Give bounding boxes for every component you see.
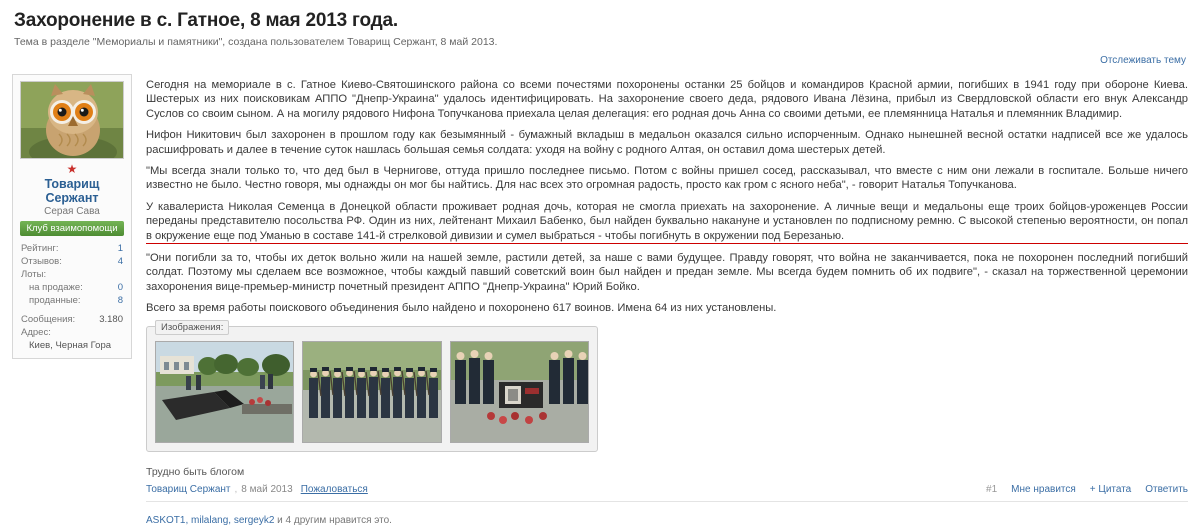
message-paragraph: "Они погибли за то, чтобы их деток вольно жили на нашей земле, растили детей, за наше с вами будущее. Правду говорят, что война не заканчивается, пока не похоронен последний погибший солдат. Поэтому мы сделаем все возможное, чтобы каждый павший советский воин был найден и предан земле. Мы всегда будем помнить об их подвиге", - сказал на торжественной церемонии захоронения вице-премьер-министр почетный президент АППО "Днепр-Украина" Юрий Бойко. xyxy=(146,252,1188,293)
stat-label: проданные: xyxy=(29,295,81,306)
username-link[interactable]: Товарищ Сержант xyxy=(44,177,100,205)
stat-label: на продаже: xyxy=(29,282,83,293)
thumb-coffin-ceremony[interactable] xyxy=(450,341,589,443)
stat-value[interactable]: 0 xyxy=(117,282,123,293)
stat-label: Сообщения: xyxy=(21,314,76,325)
user-badge: Клуб взаимопомощи xyxy=(20,221,124,236)
attachment-thumbs xyxy=(155,341,589,443)
stat-row-rating xyxy=(21,242,123,255)
message-paragraph: Всего за время работы поискового объединения было найдено и похоронено 617 воинов. Имена 64 из них установлены. xyxy=(146,302,777,315)
watch-thread-link[interactable]: Отслеживать тему xyxy=(1100,55,1186,66)
stat-label: Рейтинг: xyxy=(21,243,59,254)
stat-label-address: Адрес: xyxy=(21,327,51,338)
attachment-block xyxy=(146,321,598,452)
stat-row-on-sale xyxy=(21,281,123,294)
page-title: Захоронение в с. Гатное, 8 мая 2013 года. xyxy=(14,10,398,31)
user-title: Серая Сава xyxy=(44,206,100,217)
post-number[interactable]: #1 xyxy=(986,483,998,495)
post-footer-actions xyxy=(986,484,1188,495)
thumb-mourners-at-graves[interactable] xyxy=(155,341,294,443)
post-footer-date: 8 май 2013 xyxy=(241,483,293,495)
stat-value: Киев, Черная Гора xyxy=(29,340,112,351)
message-paragraph-highlighted: У кавалериста Николая Семенца в Донецкой области проживает родная дочь, которая не смогла приехать на захоронение. А личные вещи и медальоны еще троих бойцов-уроженцев России переданы представителю посольства РФ. Один из них, лейтенант Михаил Бабенко, был найден буквально накануне и установлен по подписному ремню. С высокой степенью вероятности, он попал в окружение еще под Уманью в составе 141-й стрелковой дивизии и сумел выбраться - чтобы погибнуть в окружении под Березанью. xyxy=(146,200,1188,244)
separator: , xyxy=(234,483,238,495)
likes-suffix: нравится это. xyxy=(329,514,392,526)
stat-value[interactable]: 8 xyxy=(117,295,123,306)
likes-users[interactable]: ASKOT1, milalang, sergeyk2 xyxy=(146,514,275,526)
watch-row xyxy=(0,52,1200,72)
thread-header xyxy=(0,0,1200,52)
user-stats xyxy=(17,242,127,352)
stat-value[interactable]: 4 xyxy=(117,256,123,267)
stat-value: 3.180 xyxy=(99,314,123,325)
likes-extra[interactable]: и 4 другим xyxy=(277,514,327,526)
post xyxy=(12,74,1188,526)
attachment-legend: Изображения: xyxy=(155,320,229,335)
post-footer xyxy=(146,484,1188,495)
like-button[interactable]: Мне нравится xyxy=(1011,483,1076,495)
star-icon: ★ xyxy=(66,162,78,176)
thread-author-link[interactable]: Товарищ Сержант xyxy=(347,36,435,48)
quote-button[interactable]: + Цитата xyxy=(1089,483,1132,495)
stat-label-lots: Лоты: xyxy=(21,269,47,280)
thread-section-link[interactable]: "Мемориалы и памятники" xyxy=(92,36,223,48)
stat-row-address-value xyxy=(21,339,123,352)
reply-button[interactable]: Ответить xyxy=(1145,483,1188,495)
stat-row-reviews xyxy=(21,255,123,268)
message-paragraph: "Мы всегда знали только то, что дед был в Чернигове, оттуда пришло последнее письмо. Потом с войны пришел сосед, рассказывал, что вместе с ним они лежали в госпитале. Больше ничего известно не было. Честно говоря, мы однажды он мог бы найтись. Для нас всех это огромная радость, просто как гром с ясного неба", - говорит Наталья Топучканова. xyxy=(146,165,1188,192)
stat-value[interactable]: 1 xyxy=(117,243,123,254)
thread-date: , 8 май 2013. xyxy=(434,36,498,48)
thread-subtitle xyxy=(14,36,1186,48)
thumb-honor-guard-formation[interactable] xyxy=(302,341,441,443)
divider xyxy=(146,501,1188,502)
report-link[interactable]: Пожаловаться xyxy=(300,483,368,495)
message-paragraph: Нифон Никитович был захоронен в прошлом году как безымянный - бумажный вкладыш в медальон оказался сильно испорченным. Однако нынешней весной остатки надписей все же удалось расшифровать и далее в течение суток нашлась большая семья солдата: уходя на войну с родного Алтая, он оставил дома шестерых детей. xyxy=(146,129,1188,156)
avatar[interactable] xyxy=(20,81,124,159)
stat-row-sold xyxy=(21,294,123,307)
post-userinfo xyxy=(12,74,132,359)
likes-row xyxy=(146,510,1188,526)
stat-label: Отзывов: xyxy=(21,256,62,267)
subtitle-mid: , создана пользователем xyxy=(222,36,345,48)
post-signature: Трудно быть блогом xyxy=(146,465,245,478)
stat-row-messages xyxy=(21,313,123,326)
post-message xyxy=(132,74,1188,526)
post-footer-author[interactable]: Товарищ Сержант xyxy=(146,483,231,495)
message-paragraph: Сегодня на мемориале в с. Гатное Киево-Святошинского района со всеми почестями похоронены останки 25 бойцов и командиров Красной армии, погибших в 1941 году при обороне Киева. Шестерых из них поисковикам АППО "Днепр-Украина" удалось идентифицировать. На захоронение своего деда, рядового Ивана Лёзина, прибыл из Свердловской области его внук Александр Суслов со своим сыном. А на могилу рядового Нифона Топучканова приехала целая делегация: его родная дочь Анна со своими детьми, ее племянница Наталья и племянник Владимир. xyxy=(146,79,1188,120)
subtitle-prefix: Тема в разделе xyxy=(14,36,90,48)
